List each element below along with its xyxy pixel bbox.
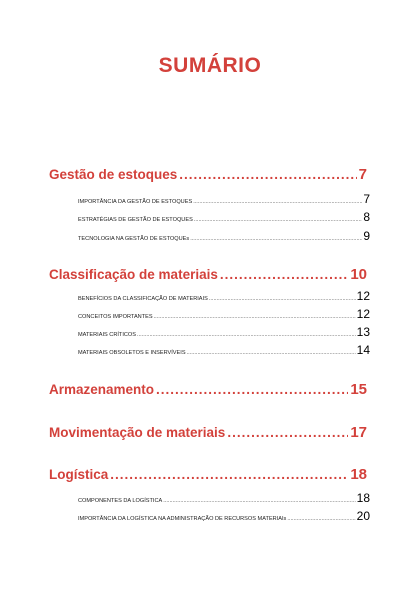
toc-dot-leader [156,382,348,397]
toc-chapter-page: 15 [350,381,367,398]
toc-dot-leader [287,516,355,522]
toc-item-page: 9 [363,229,370,243]
toc-dot-leader [209,296,356,302]
toc-item-page: 20 [356,509,370,523]
toc-item-label: BENEFÍCIOS DA CLASSIFICAÇÃO DE MATERIAIS [78,296,208,302]
toc-chapter-label: Gestão de estoques [49,167,178,182]
toc-item[interactable] [78,210,370,224]
toc-item[interactable] [78,491,370,505]
toc-item-page: 14 [356,343,370,357]
page-title: SUMÁRIO [158,54,262,77]
toc-chapter-label: Armazenamento [49,382,155,397]
toc-chapter-page: 7 [358,166,367,183]
toc-item-label: ESTRATÉGIAS DE GESTÃO DE ESTOQUES [78,217,193,223]
toc-item-label: COMPONENTES DA LOGÍSTICA [78,498,163,504]
toc-chapter-armazenamento[interactable] [49,381,367,398]
toc-item-page: 13 [356,325,370,339]
toc-chapter-classificacao-materiais[interactable] [49,266,367,283]
toc-item-label: MATERIAIS CRÍTICOS [78,332,137,338]
toc-chapter-movimentacao-materiais[interactable] [49,424,367,441]
toc-dot-leader [137,332,356,338]
toc-dot-leader [190,236,362,242]
toc-dot-leader [194,217,363,223]
toc-chapter-logistica[interactable] [49,466,367,483]
toc-dot-leader [227,425,348,440]
toc-dot-leader [179,167,356,182]
toc-item[interactable] [78,192,370,206]
toc-chapter-page: 10 [350,266,367,283]
toc-item[interactable] [78,509,370,523]
toc-item-page: 12 [356,307,370,321]
toc-item-page: 18 [356,491,370,505]
toc-item[interactable] [78,343,370,357]
toc-item-label: TECNOLOGIA NA GESTÃO DE ESTOQUEs [78,236,190,242]
toc-dot-leader [187,350,356,356]
toc-chapter-page: 17 [350,424,367,441]
toc-item-page: 8 [363,210,370,224]
toc-chapter-label: Classificação de materiais [49,267,218,282]
toc-dot-leader [193,199,362,205]
toc-item[interactable] [78,229,370,243]
toc-dot-leader [154,314,356,320]
toc-item-label: IMPORTÂNCIA DA GESTÃO DE ESTOQUES [78,199,193,205]
toc-chapter-label: Movimentação de materiais [49,425,226,440]
toc-item-page: 7 [363,192,370,206]
toc-dot-leader [110,467,348,482]
toc-chapter-label: Logística [49,467,109,482]
toc-dot-leader [163,498,355,504]
toc-chapter-page: 18 [350,466,367,483]
toc-item[interactable] [78,325,370,339]
toc-item-label: CONCEITOS IMPORTANTES [78,314,153,320]
toc-item[interactable] [78,289,370,303]
toc-item-page: 12 [356,289,370,303]
toc-item-label: MATERIAIS OBSOLETOS E INSERVÍVEIS [78,350,186,356]
toc-item[interactable] [78,307,370,321]
toc-item-label: IMPORTÂNCIA DA LOGÍSTICA NA ADMINISTRAÇÃO DE RECURSOS MATERIAIs [78,516,287,522]
toc-dot-leader [220,267,348,282]
toc-chapter-gestao-estoques[interactable] [49,166,367,183]
